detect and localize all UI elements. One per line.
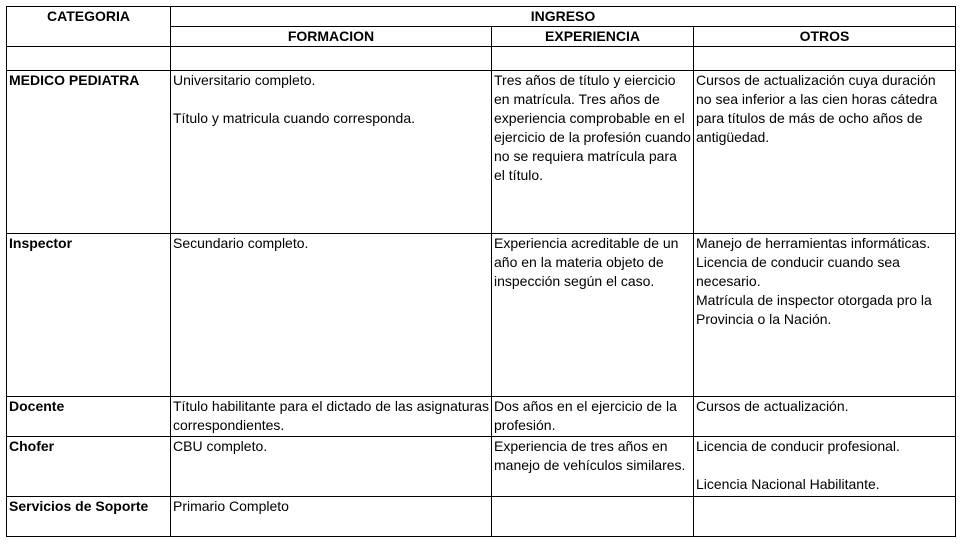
categoria-cell [7, 497, 171, 537]
experiencia-cell [492, 397, 694, 437]
formacion-cell: Secundario completo. [171, 234, 492, 397]
header-experiencia: EXPERIENCIA [492, 27, 694, 47]
formacion-text: Universitario completo. [173, 72, 316, 88]
formacion-text: Título y matricula cuando corresponda. [173, 110, 416, 126]
experiencia-text: Dos años en el ejercicio de la profesión. [494, 398, 677, 433]
header-formacion: FORMACION [171, 27, 492, 47]
table-row [7, 71, 956, 234]
otros-text: Matrícula de inspector otorgada pro la Provincia o la Nación. [696, 292, 932, 327]
table-row [7, 497, 956, 537]
header-otros: OTROS [694, 27, 956, 47]
otros-cell [694, 497, 956, 537]
otros-text: Licencia de conducir cuando sea necesario. [696, 254, 900, 289]
categoria-cell: MEDICO PEDIATRA [7, 71, 171, 234]
formacion-cell: CBU completo. [171, 437, 492, 497]
otros-text: Cursos de actualización cuya duración no sea inferior a las cien horas cátedra para títulos de más de ocho años de antigüedad. [696, 72, 938, 145]
experiencia-text: Experiencia de tres años en manejo de vehículos similares. [494, 438, 686, 473]
otros-text: Manejo de herramientas informáticas. [696, 235, 931, 251]
formacion-cell [171, 397, 492, 437]
formacion-text: Título habilitante para el dictado de las asignaturas correspondientes. [173, 398, 489, 433]
experiencia-cell: Tres años de título y eiercicio en matrícula. Tres años de experiencia comprobable en el ejercicio de la profesión cuando no se requiera matrícula para el título. [492, 71, 694, 234]
categoria-cell: Docente [7, 397, 171, 437]
otros-cell [694, 437, 956, 497]
header-categoria: CATEGORIA [7, 7, 171, 47]
formacion-cell: Primario Completo [171, 497, 492, 537]
spacer-row [7, 47, 956, 71]
categoria-cell: Chofer [7, 437, 171, 497]
experiencia-cell [492, 497, 694, 537]
experiencia-cell: Experiencia acreditable de un año en la materia objeto de inspección según el caso. [492, 234, 694, 397]
table-row [7, 437, 956, 497]
formacion-cell [171, 71, 492, 234]
otros-cell: Cursos de actualización. [694, 397, 956, 437]
header-ingreso: INGRESO [171, 7, 956, 27]
ingreso-table [6, 6, 956, 537]
otros-text: Licencia Nacional Habilitante. [696, 476, 880, 492]
otros-cell [694, 71, 956, 234]
categoria-cell: Inspector [7, 234, 171, 397]
table-row [7, 397, 956, 437]
experiencia-cell [492, 437, 694, 497]
categoria-text: Servicios de Soporte [9, 498, 149, 514]
otros-text: Licencia de conducir profesional. [696, 438, 900, 454]
otros-cell [694, 234, 956, 397]
table-row [7, 234, 956, 397]
